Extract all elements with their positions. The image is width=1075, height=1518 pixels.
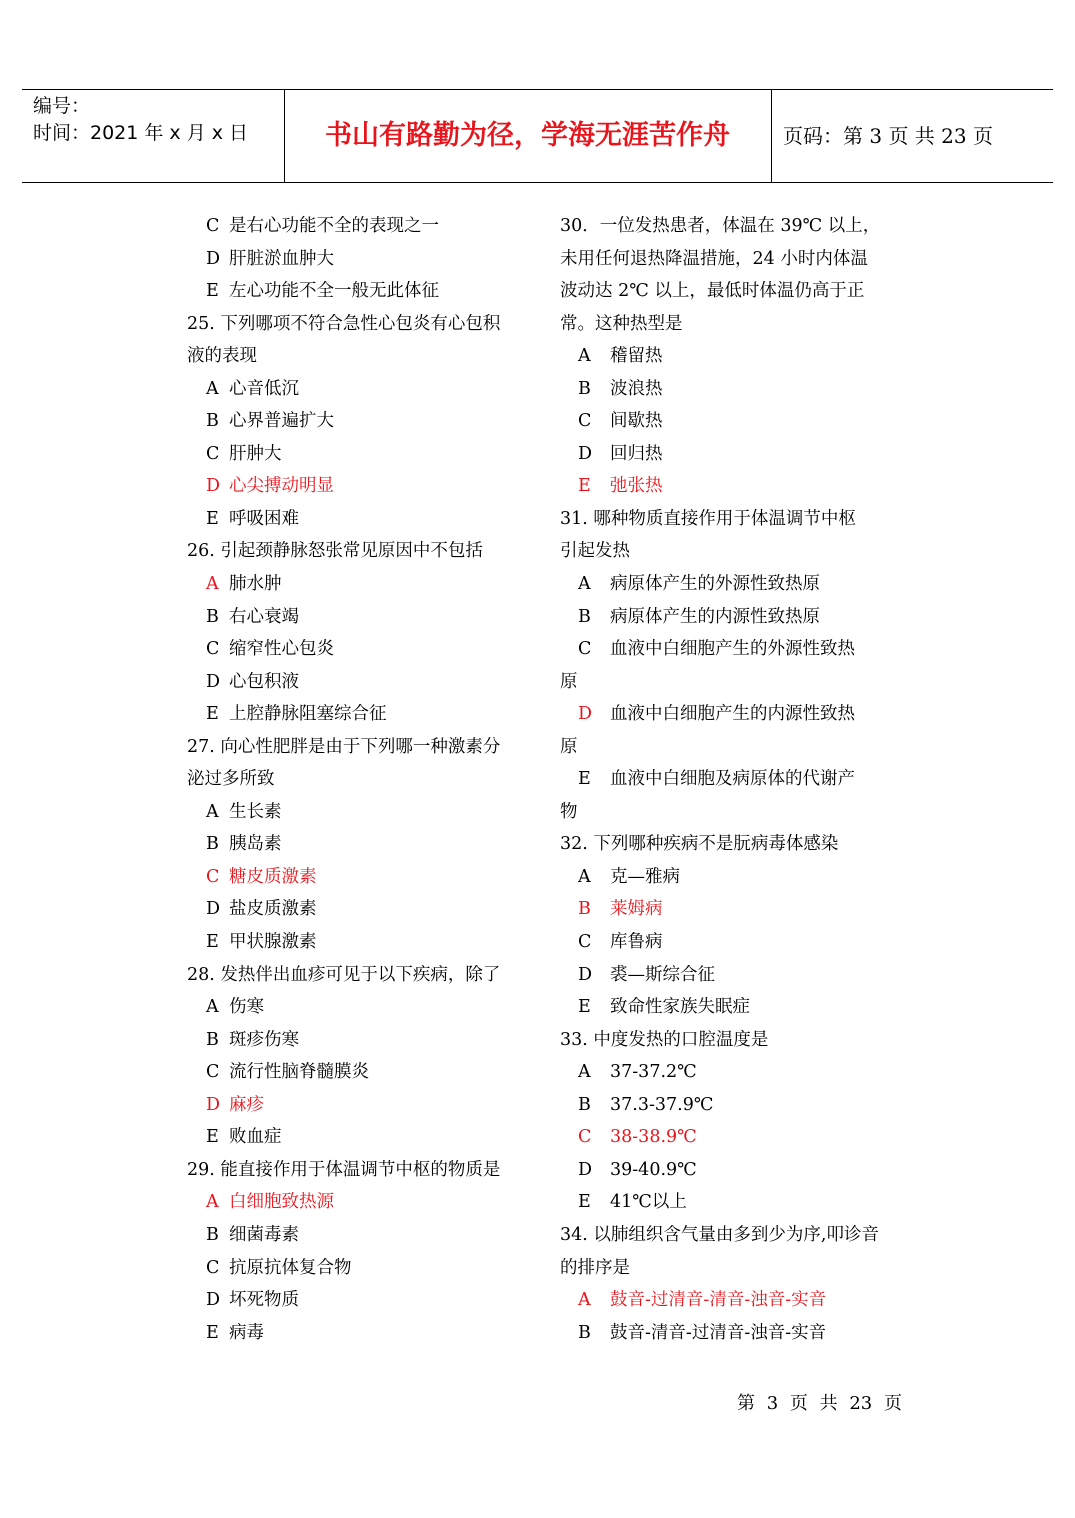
option: C 缩窄性心包炎 bbox=[206, 639, 334, 660]
question-stem: 31. 哪种物质直接作用于体温调节中枢 bbox=[560, 508, 856, 529]
option: B 心界普遍扩大 bbox=[206, 411, 334, 432]
option: E 上腔静脉阻塞综合征 bbox=[206, 704, 387, 725]
option: A 稽留热 bbox=[578, 346, 663, 367]
option: D 坏死物质 bbox=[206, 1290, 299, 1311]
page-footer: 第 3 页 共 23 页 bbox=[737, 1393, 902, 1414]
correct-option: A 白细胞致热源 bbox=[206, 1192, 334, 1213]
option: B 胰岛素 bbox=[206, 834, 282, 855]
option: D 心包积液 bbox=[206, 671, 299, 692]
time-label: 时间：2021 年 x 月 x 日 bbox=[33, 122, 249, 144]
correct-option: B 莱姆病 bbox=[578, 899, 663, 920]
question-stem: 液的表现 bbox=[187, 346, 257, 367]
correct-option: C 38-38.9℃ bbox=[578, 1127, 697, 1148]
option: E 败血症 bbox=[206, 1127, 282, 1148]
question-stem: 的排序是 bbox=[560, 1257, 630, 1278]
option: E 致命性家族失眠症 bbox=[578, 997, 750, 1018]
option: A 病原体产生的外源性致热原 bbox=[578, 574, 820, 595]
option: E 血液中白细胞及病原体的代谢产 bbox=[578, 769, 855, 790]
header-page-label: 页码：第 3 页 共 23 页 bbox=[783, 124, 993, 148]
option: B 37.3-37.9℃ bbox=[578, 1094, 714, 1115]
option-continuation: 原 bbox=[560, 736, 578, 757]
correct-option: D 麻疹 bbox=[206, 1094, 264, 1115]
correct-option: D 血液中白细胞产生的内源性致热 bbox=[578, 704, 855, 725]
option: E 41℃以上 bbox=[578, 1192, 687, 1213]
option: C 流行性脑脊髓膜炎 bbox=[206, 1062, 369, 1083]
option: C 库鲁病 bbox=[578, 932, 663, 953]
option: B 病原体产生的内源性致热原 bbox=[578, 606, 820, 627]
option: D 肝脏淤血肿大 bbox=[206, 248, 334, 269]
option: A 心音低沉 bbox=[206, 378, 299, 399]
option: A 生长素 bbox=[206, 801, 282, 822]
correct-option: C 糖皮质激素 bbox=[206, 866, 317, 887]
correct-option: A 肺水肿 bbox=[206, 574, 282, 595]
option: D 39-40.9℃ bbox=[578, 1159, 697, 1180]
header-motto: 书山有路勤为径，学海无涯苦作舟 bbox=[325, 120, 730, 151]
correct-option: D 心尖搏动明显 bbox=[206, 476, 334, 497]
option: C 是右心功能不全的表现之一 bbox=[206, 216, 439, 236]
question-stem: 27. 向心性肥胖是由于下列哪一种激素分 bbox=[187, 736, 501, 757]
option: B 细菌毒素 bbox=[206, 1224, 299, 1245]
question-stem: 30．一位发热患者，体温在 39℃ 以上， bbox=[560, 216, 881, 236]
header-meta bbox=[33, 93, 248, 147]
option: E 呼吸困难 bbox=[206, 508, 299, 529]
question-stem: 波动达 2℃ 以上，最低时体温仍高于正 bbox=[560, 281, 865, 302]
option: B 鼓音-清音-过清音-浊音-实音 bbox=[578, 1322, 827, 1343]
question-stem: 引起发热 bbox=[560, 541, 630, 562]
right-column bbox=[560, 210, 895, 1349]
left-column bbox=[187, 210, 522, 1349]
header-bottom-rule bbox=[22, 182, 1053, 183]
question-stem: 26. 引起颈静脉怒张常见原因中不包括 bbox=[187, 541, 483, 562]
correct-option: E 弛张热 bbox=[578, 476, 663, 497]
option: D 回归热 bbox=[578, 443, 663, 464]
question-stem: 28. 发热伴出血疹可见于以下疾病，除了 bbox=[187, 964, 501, 985]
option: C 血液中白细胞产生的外源性致热 bbox=[578, 639, 855, 660]
option: C 抗原抗体复合物 bbox=[206, 1257, 352, 1278]
question-stem: 34. 以肺组织含气量由多到少为序,叩诊音 bbox=[560, 1224, 879, 1245]
header-top-rule bbox=[22, 89, 1053, 90]
option: A 伤寒 bbox=[206, 997, 264, 1018]
question-stem: 29. 能直接作用于体温调节中枢的物质是 bbox=[187, 1159, 501, 1180]
question-stem: 32. 下列哪种疾病不是朊病毒体感染 bbox=[560, 834, 839, 855]
question-stem: 泌过多所致 bbox=[187, 769, 275, 790]
option-continuation: 物 bbox=[560, 801, 578, 822]
option: B 波浪热 bbox=[578, 378, 663, 399]
option: E 病毒 bbox=[206, 1322, 264, 1343]
option: B 右心衰竭 bbox=[206, 606, 299, 627]
option: C 间歇热 bbox=[578, 411, 663, 432]
number-label: 编号： bbox=[33, 95, 91, 117]
question-stem: 25. 下列哪项不符合急性心包炎有心包积 bbox=[187, 313, 501, 334]
option: D 盐皮质激素 bbox=[206, 899, 317, 920]
option-continuation: 原 bbox=[560, 671, 578, 692]
option: D 裘—斯综合征 bbox=[578, 964, 715, 985]
question-stem: 33. 中度发热的口腔温度是 bbox=[560, 1029, 769, 1050]
option: C 肝肿大 bbox=[206, 443, 282, 464]
option: A 37-37.2℃ bbox=[578, 1062, 697, 1083]
correct-option: A 鼓音-过清音-清音-浊音-实音 bbox=[578, 1290, 827, 1311]
header-divider bbox=[771, 89, 772, 182]
question-stem: 常。这种热型是 bbox=[560, 313, 683, 334]
option: E 左心功能不全一般无此体征 bbox=[206, 281, 439, 302]
option: A 克—雅病 bbox=[578, 866, 680, 887]
option: E 甲状腺激素 bbox=[206, 932, 317, 953]
question-stem: 未用任何退热降温措施，24 小时内体温 bbox=[560, 248, 868, 269]
option: B 斑疹伤寒 bbox=[206, 1029, 299, 1050]
